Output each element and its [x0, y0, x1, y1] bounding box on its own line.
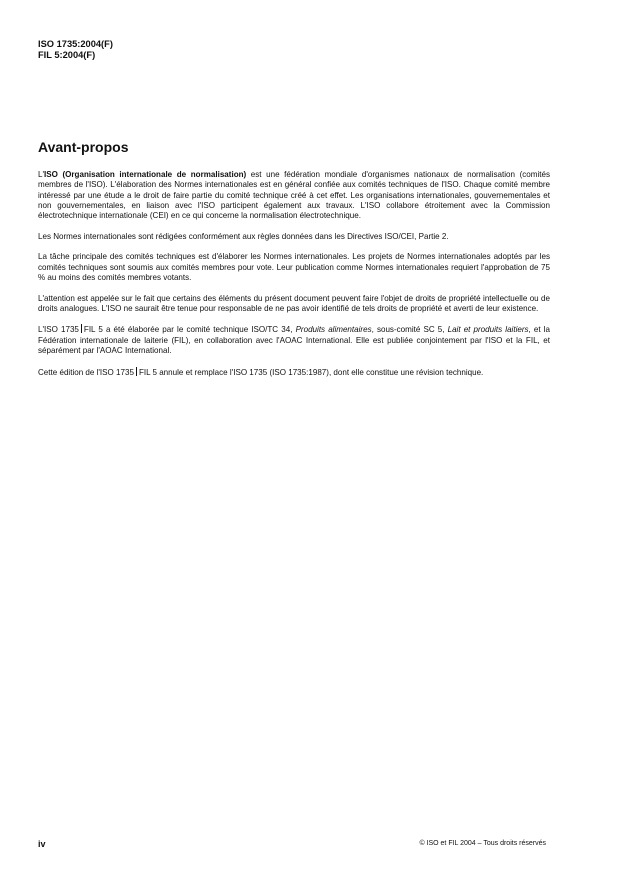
separator-bar: [136, 367, 137, 376]
header-standard-fil: FIL 5:2004(F): [38, 50, 96, 60]
paragraph-patent-rights: L'attention est appelée sur le fait que certains des éléments du présent document peuvent faire l'objet de droits de propriété intellectuelle ou de droits analogues. L'ISO ne saurait être tenue pour responsable de ne pas avoir identifié de tels droits de propriété et averti de leur existence.: [38, 293, 550, 313]
p1-pre: L': [38, 170, 45, 179]
paragraph-committees: La tâche principale des comités techniques est d'élaborer les Normes internationales. Les projets de Normes internationales adoptés par les comités techniques sont soumis aux comités membres pour vote. Leur publication comme Normes internationales requiert l'approbation de 75 % au moins des comités membres votants.: [38, 252, 550, 282]
p6-part1: Cette édition de l'ISO 1735: [38, 367, 134, 377]
p6-part2: FIL 5 annule et remplace l'ISO 1735 (ISO 1735:1987), dont elle constitue une révision technique.: [138, 367, 484, 377]
p1-bold-iso: ISO (Organisation internationale de normalisation): [44, 170, 247, 179]
copyright-notice: © ISO et FIL 2004 – Tous droits réservés: [419, 840, 546, 847]
document-header: [38, 39, 113, 61]
section-title: Avant-propos: [38, 139, 129, 155]
p5-part1: L'ISO 1735: [38, 325, 79, 335]
separator-bar: [81, 324, 82, 333]
paragraph-edition: [38, 367, 550, 378]
paragraph-directives: Les Normes internationales sont rédigées conformément aux règles données dans les Directives ISO/CEI, Partie 2.: [38, 231, 449, 241]
header-standard-iso: ISO 1735:2004(F): [38, 39, 113, 49]
foreword-body: [38, 170, 550, 388]
p5-italic-food: Produits alimentaires: [295, 325, 372, 335]
p1-post: est une fédération mondiale d'organismes nationaux de normalisation (comités membres de l'ISO). L'élaboration des Normes internationales est en général confiée aux comités techniques de l'ISO. Chaque comité membre intéressé par une étude a le droit de faire partie du comité technique créé à cet effet. Les organisations internationales, gouvernementales et non gouvernementales, en liaison avec l'ISO participent également aux travaux. L'ISO collabore étroitement avec la Commission électrotechnique internationale (CEI) en ce qui concerne la normalisation électrotechnique.: [38, 170, 550, 221]
page-number: iv: [38, 839, 46, 849]
p5-part4: , et la Fédération internationale de laiterie (FIL), en collaboration avec l'AOAC International. Elle est publiée conjointement par l'ISO et la FIL, et séparément par l'AOAC International.: [38, 325, 550, 356]
p5-part2: FIL 5 a été élaborée par le comité technique ISO/TC 34,: [83, 325, 296, 335]
p5-italic-milk: Lait et produits laitiers: [447, 325, 529, 335]
paragraph-iso-intro: [38, 170, 550, 221]
paragraph-preparation: [38, 324, 550, 356]
p5-part3: , sous-comité SC 5,: [371, 325, 448, 335]
